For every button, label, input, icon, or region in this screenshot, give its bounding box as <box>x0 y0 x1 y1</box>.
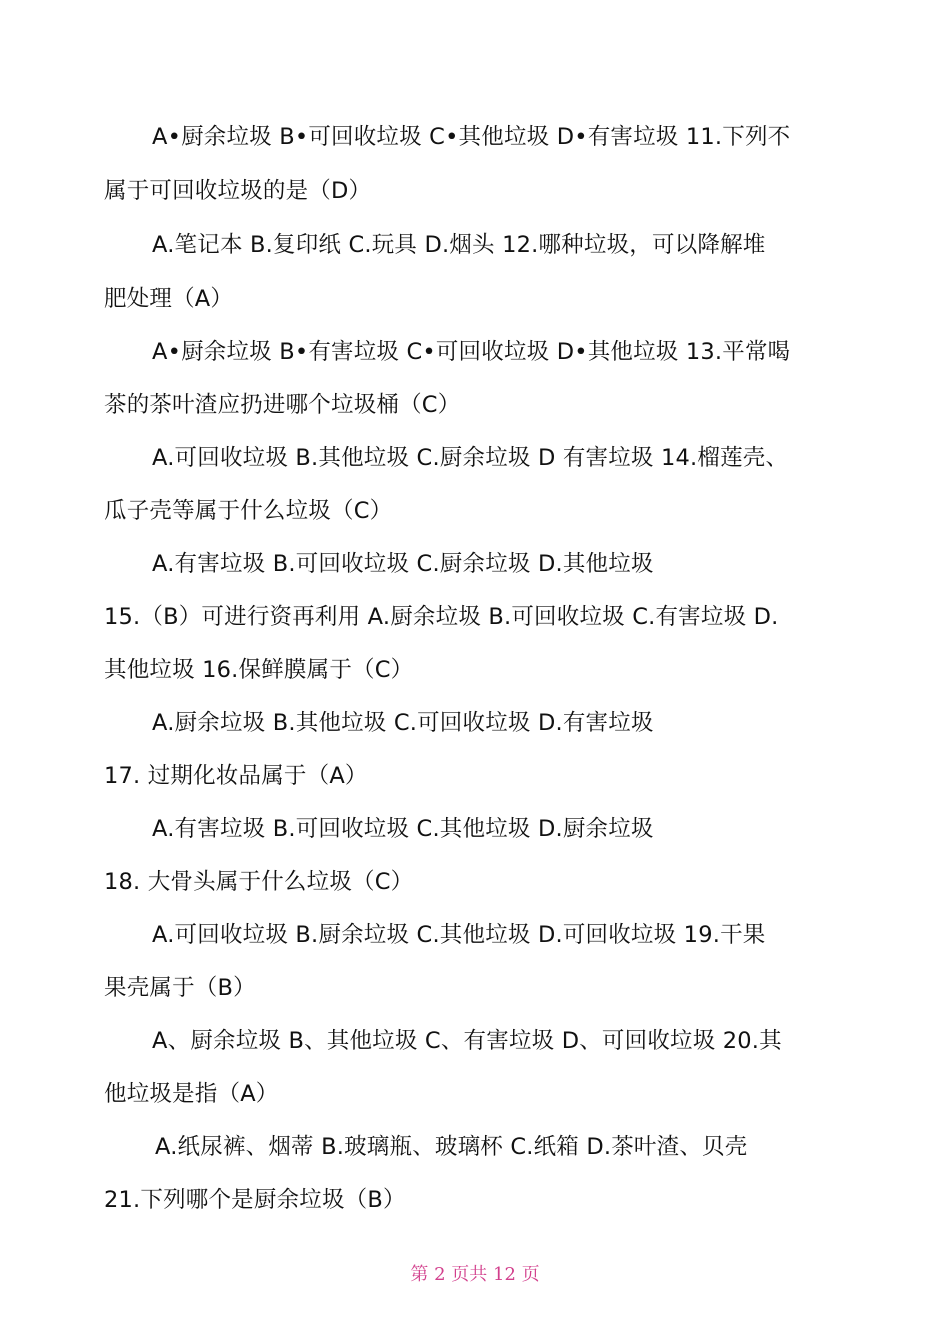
text-line: 21.下列哪个是厨余垃圾（B） <box>104 1187 406 1213</box>
text-line: A•厨余垃圾 B•有害垃圾 C•可回收垃圾 D•其他垃圾 13.平常喝 <box>152 339 791 365</box>
text-line: 17. 过期化妆品属于（A） <box>104 763 368 789</box>
text-line: 属于可回收垃圾的是（D） <box>104 178 372 204</box>
text-line: A.有害垃圾 B.可回收垃圾 C.厨余垃圾 D.其他垃圾 <box>152 551 654 577</box>
text-line: A.可回收垃圾 B.其他垃圾 C.厨余垃圾 D 有害垃圾 14.榴莲壳、 <box>152 445 789 471</box>
text-line: A.可回收垃圾 B.厨余垃圾 C.其他垃圾 D.可回收垃圾 19.干果 <box>152 922 766 948</box>
text-line: A、厨余垃圾 B、其他垃圾 C、有害垃圾 D、可回收垃圾 20.其 <box>152 1028 782 1054</box>
text-line: A•厨余垃圾 B•可回收垃圾 C•其他垃圾 D•有害垃圾 11.下列不 <box>152 124 791 150</box>
text-line: A.有害垃圾 B.可回收垃圾 C.其他垃圾 D.厨余垃圾 <box>152 816 654 842</box>
text-line: 果壳属于（B） <box>104 975 256 1001</box>
text-line: 15.（B）可进行资再利用 A.厨余垃圾 B.可回收垃圾 C.有害垃圾 D. <box>104 604 779 630</box>
text-line: 肥处理（A） <box>104 286 234 312</box>
text-line: 茶的茶叶渣应扔进哪个垃圾桶（C） <box>104 392 461 418</box>
text-line: 其他垃圾 16.保鲜膜属于（C） <box>104 657 414 683</box>
text-line: 瓜子壳等属于什么垃圾（C） <box>104 498 393 524</box>
text-line: 18. 大骨头属于什么垃圾（C） <box>104 869 414 895</box>
text-line: A.厨余垃圾 B.其他垃圾 C.可回收垃圾 D.有害垃圾 <box>152 710 654 736</box>
page-number-footer: 第 2 页共 12 页 <box>410 1264 540 1285</box>
text-line: A.纸尿裤、烟蒂 B.玻璃瓶、玻璃杯 C.纸箱 D.茶叶渣、贝壳 <box>155 1134 748 1160</box>
text-line: 他垃圾是指（A） <box>104 1081 279 1107</box>
text-line: A.笔记本 B.复印纸 C.玩具 D.烟头 12.哪种垃圾，可以降解堆 <box>152 232 766 258</box>
